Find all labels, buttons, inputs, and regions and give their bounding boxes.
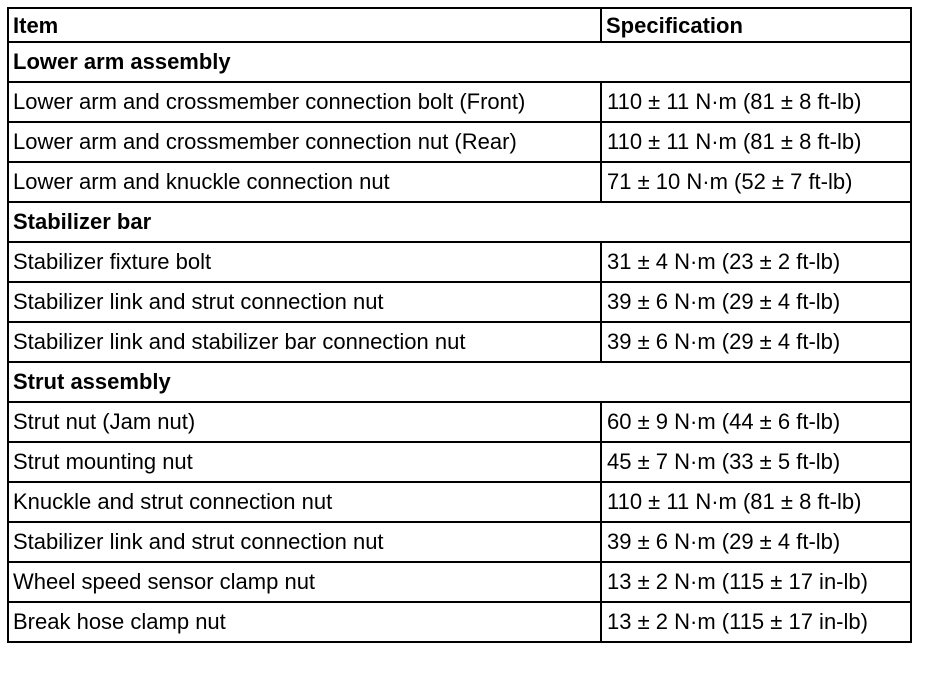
- table-row: [8, 322, 911, 362]
- item-cell: Lower arm and crossmember connection bolt (Front): [8, 82, 601, 122]
- item-cell: Wheel speed sensor clamp nut: [8, 562, 601, 602]
- table-row: [8, 282, 911, 322]
- spec-cell: 110 ± 11 N·m (81 ± 8 ft-lb): [601, 122, 911, 162]
- spec-cell: 39 ± 6 N·m (29 ± 4 ft-lb): [601, 522, 911, 562]
- table-row: [8, 482, 911, 522]
- item-cell: Break hose clamp nut: [8, 602, 601, 642]
- table-row: [8, 242, 911, 282]
- section-row: [8, 202, 911, 242]
- table-row: [8, 442, 911, 482]
- item-cell: Stabilizer link and strut connection nut: [8, 522, 601, 562]
- spec-cell: 60 ± 9 N·m (44 ± 6 ft-lb): [601, 402, 911, 442]
- spec-cell: 45 ± 7 N·m (33 ± 5 ft-lb): [601, 442, 911, 482]
- item-cell: Stabilizer link and strut connection nut: [8, 282, 601, 322]
- spec-cell: 13 ± 2 N·m (115 ± 17 in-lb): [601, 602, 911, 642]
- item-cell: Stabilizer link and stabilizer bar connection nut: [8, 322, 601, 362]
- item-cell: Strut mounting nut: [8, 442, 601, 482]
- spec-cell: 110 ± 11 N·m (81 ± 8 ft-lb): [601, 482, 911, 522]
- item-cell: Stabilizer fixture bolt: [8, 242, 601, 282]
- column-header-item: Item: [8, 8, 601, 42]
- spec-cell: 13 ± 2 N·m (115 ± 17 in-lb): [601, 562, 911, 602]
- column-header-specification: Specification: [601, 8, 911, 42]
- spec-cell: 39 ± 6 N·m (29 ± 4 ft-lb): [601, 322, 911, 362]
- table-row: [8, 402, 911, 442]
- section-title-lower-arm-assembly: Lower arm assembly: [8, 42, 911, 82]
- table-row: [8, 162, 911, 202]
- spec-cell: 110 ± 11 N·m (81 ± 8 ft-lb): [601, 82, 911, 122]
- table-row: [8, 522, 911, 562]
- spec-cell: 71 ± 10 N·m (52 ± 7 ft-lb): [601, 162, 911, 202]
- table-row: [8, 602, 911, 642]
- section-title-strut-assembly: Strut assembly: [8, 362, 911, 402]
- spec-cell: 31 ± 4 N·m (23 ± 2 ft-lb): [601, 242, 911, 282]
- table-row: [8, 82, 911, 122]
- item-cell: Lower arm and crossmember connection nut (Rear): [8, 122, 601, 162]
- table-row: [8, 562, 911, 602]
- table-header-row: [8, 8, 911, 42]
- section-row: [8, 362, 911, 402]
- table-row: [8, 122, 911, 162]
- section-row: [8, 42, 911, 82]
- section-title-stabilizer-bar: Stabilizer bar: [8, 202, 911, 242]
- item-cell: Knuckle and strut connection nut: [8, 482, 601, 522]
- item-cell: Lower arm and knuckle connection nut: [8, 162, 601, 202]
- torque-spec-table: [7, 7, 912, 643]
- spec-cell: 39 ± 6 N·m (29 ± 4 ft-lb): [601, 282, 911, 322]
- item-cell: Strut nut (Jam nut): [8, 402, 601, 442]
